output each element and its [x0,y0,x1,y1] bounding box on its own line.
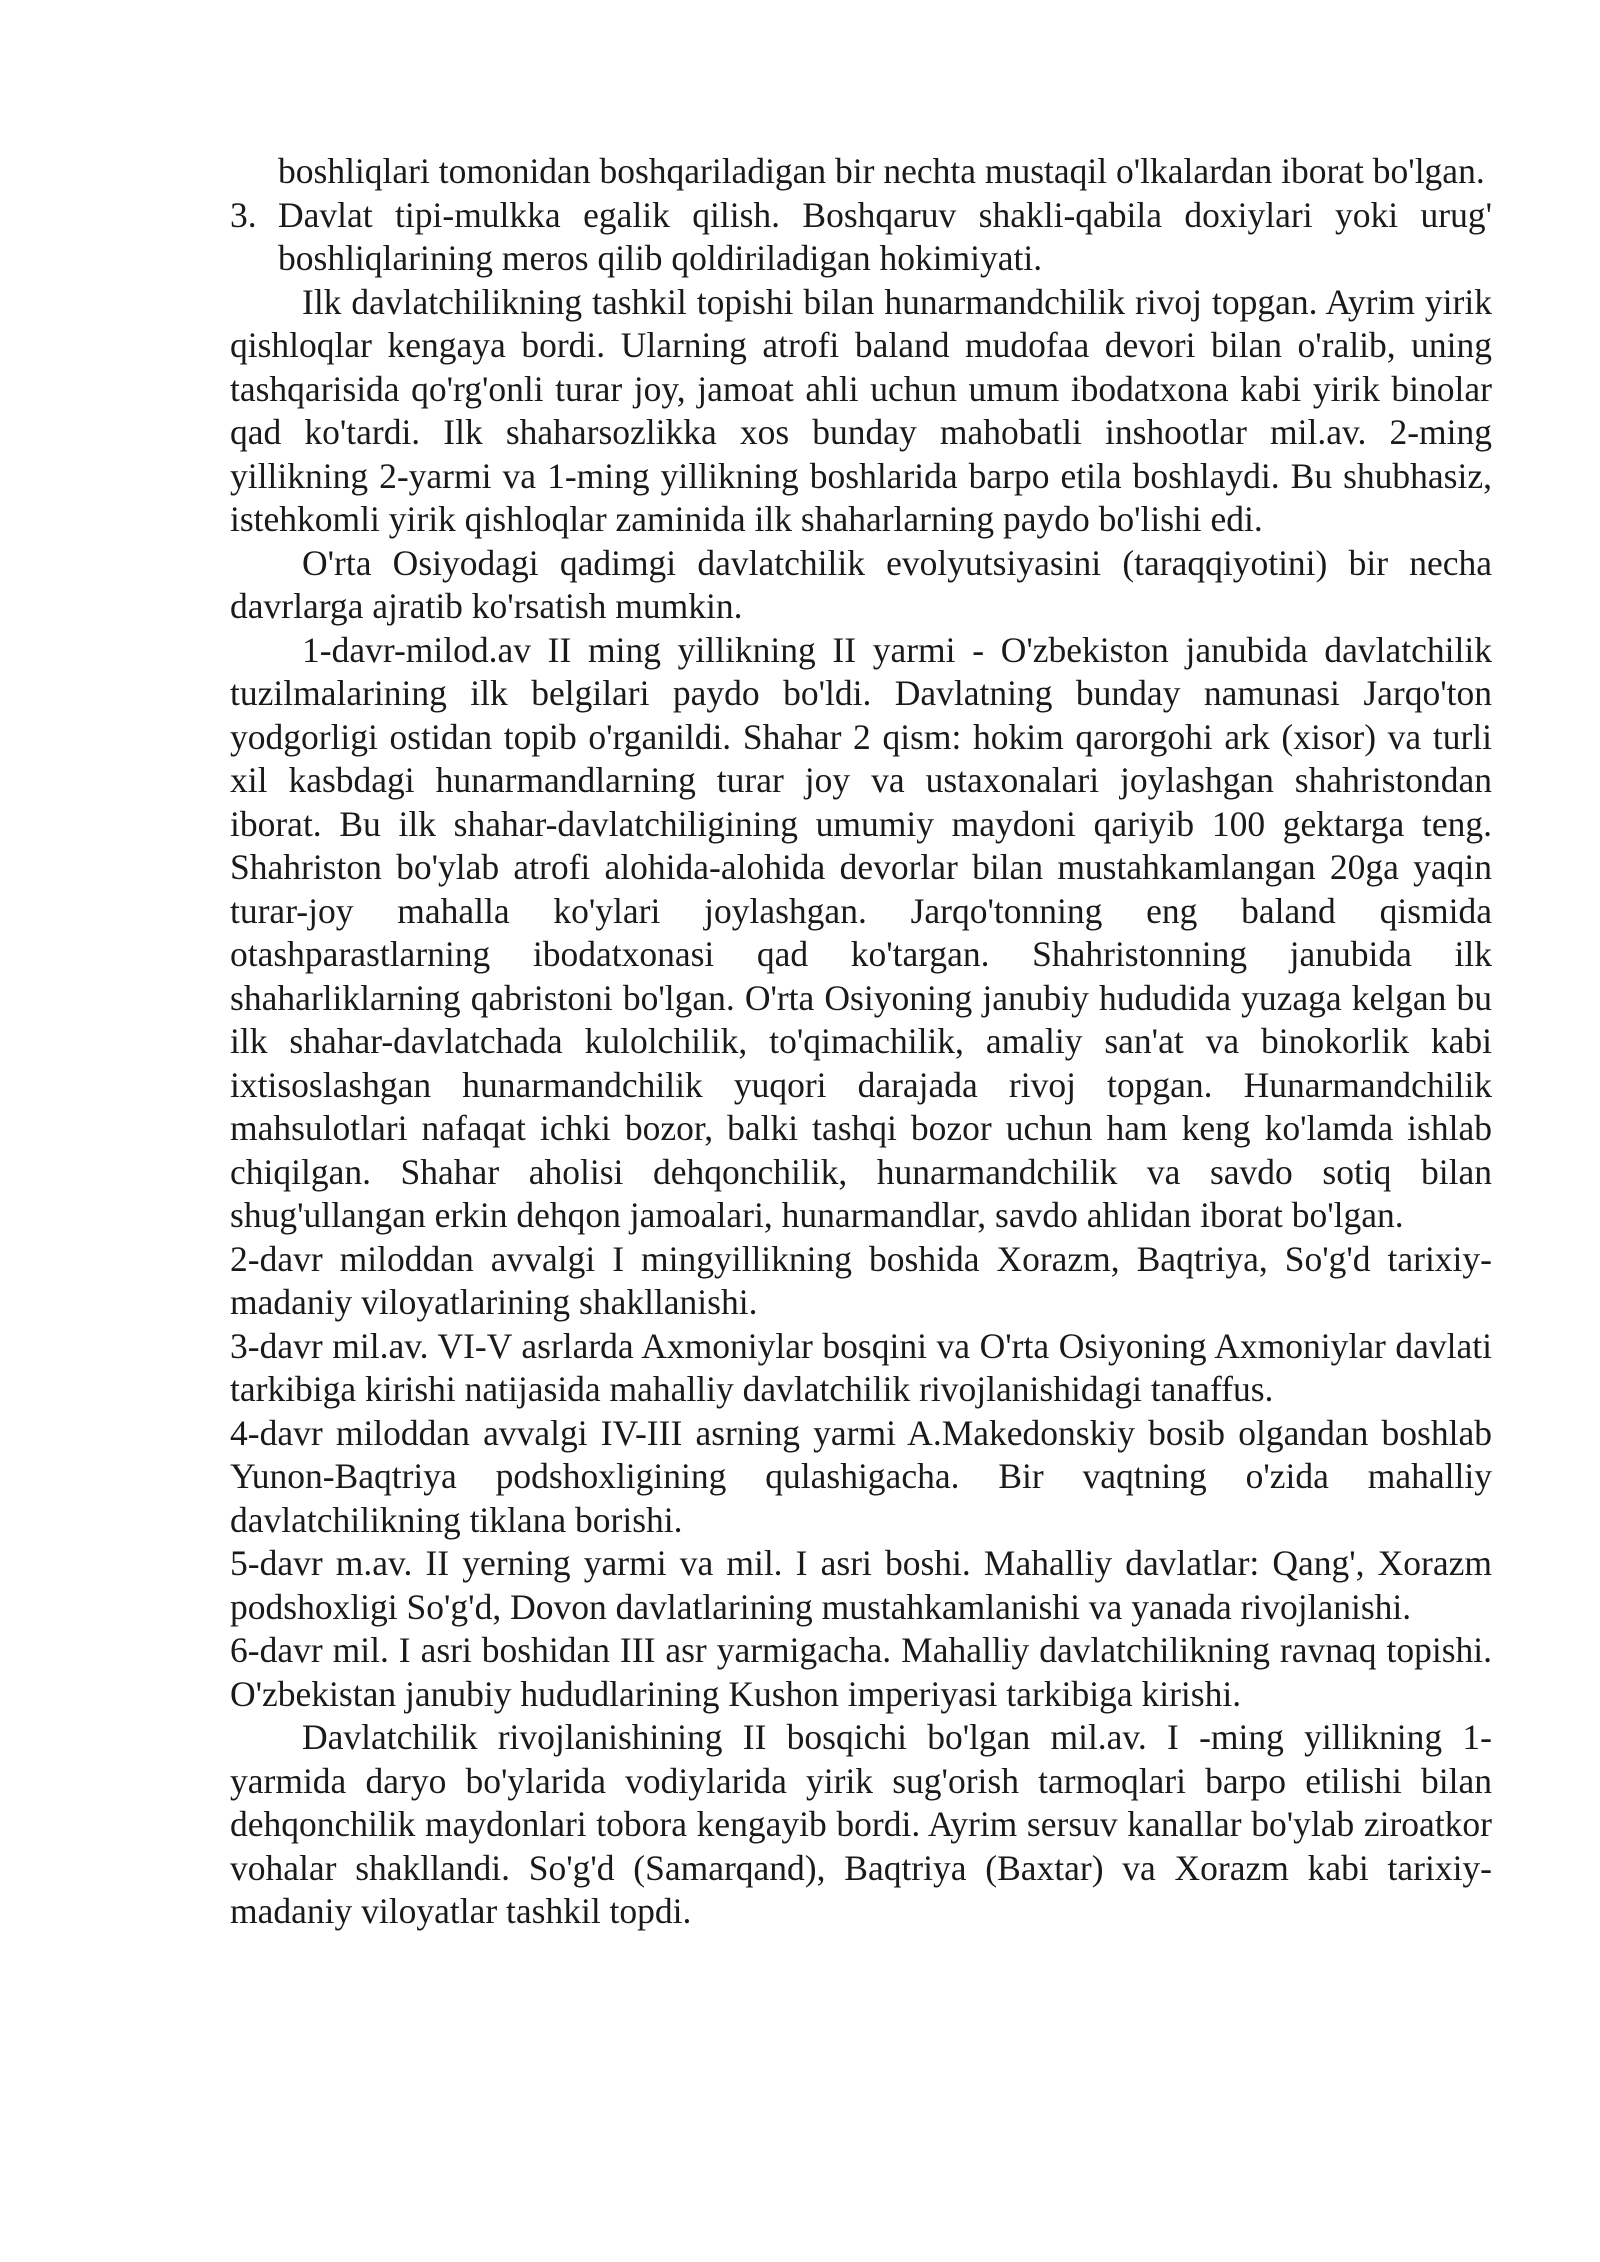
paragraph-early-statehood: Ilk davlatchilikning tashkil topishi bilan hunarmandchilik rivoj topgan. Ayrim yirik qishloqlar kengaya bordi. Ularning atrofi baland mudofaa devori bilan o'ralib, uning tashqarisida qo'rg'onli turar joy, jamoat ahli uchun umum ibodatxona kabi yirik binolar qad ko'tardi. Ilk shaharsozlikka xos bunday mahobatli inshootlar mil.av. 2-ming yillikning 2-yarmi va 1-ming yillikning boshlarida barpo etila boshlaydi. Bu shubhasiz, istehkomli yirik qishloqlar zaminida ilk shaharlarning paydo bo'lishi edi. [230,281,1492,539]
paragraph-period-2: 2-davr miloddan avvalgi I mingyillikning boshida Xorazm, Baqtriya, So'g'd tarixiy-madaniy viloyatlarining shakllanishi. [230,1238,1492,1322]
paragraph-period-3: 3-davr mil.av. VI-V asrlarda Axmoniylar bosqini va O'rta Osiyoning Axmoniylar davlati tarkibiga kirishi natijasida mahalliy davlatchilik rivojlanishidagi tanaffus. [230,1325,1492,1409]
document-page [230,150,1492,1934]
paragraph-continued: boshliqlari tomonidan boshqariladigan bir nechta mustaqil o'lkalardan iborat bo'lgan. [278,151,1485,191]
paragraph-evolution-intro: O'rta Osiyodagi qadimgi davlatchilik evolyutsiyasini (taraqqiyotini) bir necha davrlarga ajratib ko'rsatish mumkin. [230,542,1492,626]
list-item-text: Davlat tipi-mulkka egalik qilish. Boshqaruv shakli-qabila doxiylari yoki urug' boshliqlarining meros qilib qoldiriladigan hokimiyati. [278,194,1492,278]
paragraph-period-5: 5-davr m.av. II yerning yarmi va mil. I asri boshi. Mahalliy davlatlar: Qang', Xorazm podshoxligi So'g'd, Dovon davlatlarining mustahkamlanishi va yanada rivojlanishi. [230,1543,1492,1627]
paragraph-stage-2: Davlatchilik rivojlanishining II bosqichi bo'lgan mil.av. I -ming yillikning 1-yarmida daryo bo'ylarida vodiylarida yirik sug'orish tarmoqlari barpo etilishi bilan dehqonchilik maydonlari tobora kengayib bordi. Ayrim sersuv kanallar bo'ylab ziroatkor vohalar shakllandi. So'g'd (Samarqand), Baqtriya (Baxtar) va Xorazm kabi tarixiy-madaniy viloyatlar tashkil topdi. [230,1717,1492,1931]
list-number: 3. [230,194,257,235]
paragraph-period-4: 4-davr miloddan avvalgi IV-III asrning yarmi A.Makedonskiy bosib olgandan boshlab Yunon-Baqtriya podshoxligining qulashigacha. Bir vaqtning o'zida mahalliy davlatchilikning tiklana borishi. [230,1412,1492,1540]
paragraph-period-6: 6-davr mil. I asri boshidan III asr yarmigacha. Mahalliy davlatchilikning ravnaq topishi. O'zbekistan janubiy hududlarining Kushon imperiyasi tarkibiga kirishi. [230,1630,1492,1714]
list-item-3 [230,194,1492,281]
paragraph-period-1: 1-davr-milod.av II ming yillikning II yarmi - O'zbekiston janubida davlatchilik tuzilmalarining ilk belgilari paydo bo'ldi. Davlatning bunday namunasi Jarqo'ton yodgorligi ostidan topib o'rganildi. Shahar 2 qism: hokim qarorgohi ark (xisor) va turli xil kasbdagi hunarmandlarning turar joy va ustaxonalari joylashgan shahristondan iborat. Bu ilk shahar-davlatchiligining umumiy maydoni qariyib 100 gektarga teng. Shahriston bo'ylab atrofi alohida-alohida devorlar bilan mustahkamlangan 20ga yaqin turar-joy mahalla ko'ylari joylashgan. Jarqo'tonning eng baland qismida otashparastlarning ibodatxonasi qad ko'targan. Shahristonning janubida ilk shaharliklarning qabristoni bo'lgan. O'rta Osiyoning janubiy hududida yuzaga kelgan bu ilk shahar-davlatchada kulolchilik, to'qimachilik, amaliy san'at va binokorlik kabi ixtisoslashgan hunarmandchilik yuqori darajada rivoj topgan. Hunarmandchilik mahsulotlari nafaqat ichki bozor, balki tashqi bozor uchun ham keng ko'lamda ishlab chiqilgan. Shahar aholisi dehqonchilik, hunarmandchilik va savdo sotiq bilan shug'ullangan erkin dehqon jamoalari, hunarmandlar, savdo ahlidan iborat bo'lgan. [230,629,1492,1235]
